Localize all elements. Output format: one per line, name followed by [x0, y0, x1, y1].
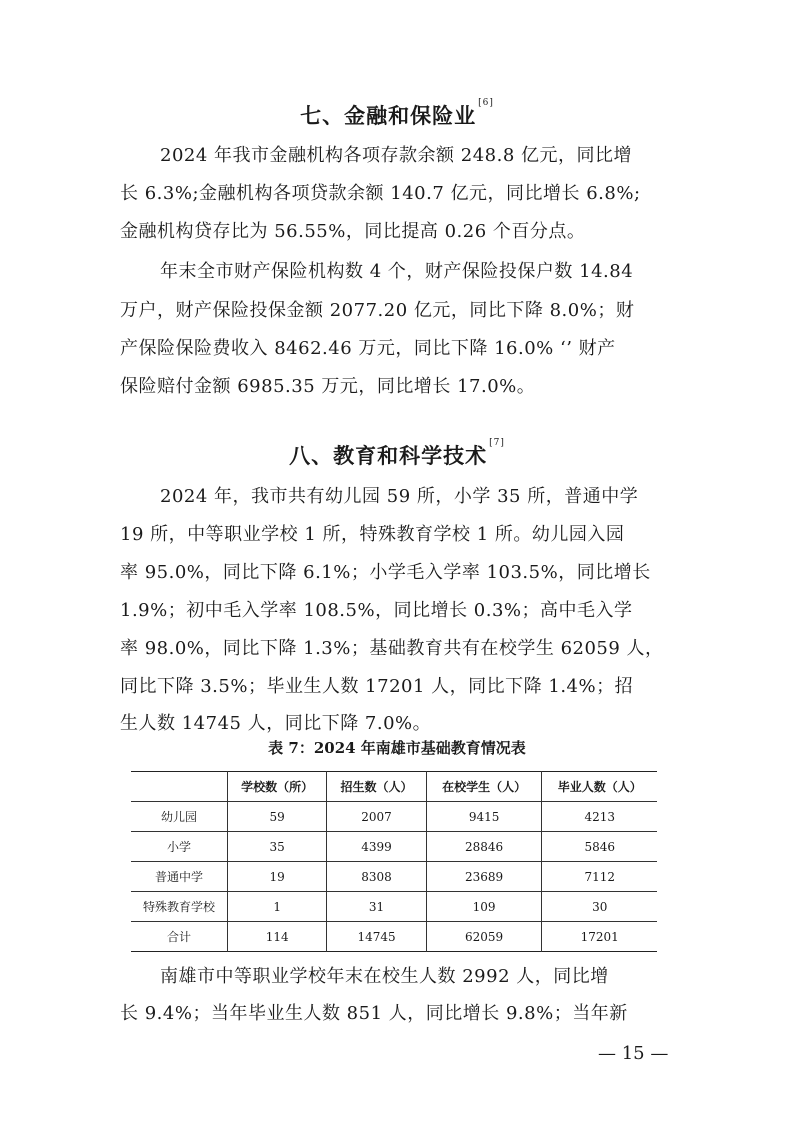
table-row: [131, 802, 657, 832]
paragraph-line: 金融机构贷存比为 56.55%，同比提高 0.26 个百分点。: [120, 221, 586, 242]
footnote-marker: [6]: [478, 98, 494, 108]
paragraph-line: 长 6.3%;金融机构各项贷款余额 140.7 亿元，同比增长 6.8%;: [120, 183, 641, 204]
table-cell: 幼儿园: [131, 802, 228, 832]
column-header: 毕业人数（人）: [542, 772, 657, 802]
table-cell: 31: [327, 892, 426, 922]
table-cell: 7112: [542, 862, 657, 892]
paragraph-line: 2024 年，我市共有幼儿园 59 所，小学 35 所，普通中学: [160, 486, 639, 507]
paragraph-line: 万户，财产保险投保金额 2077.20 亿元，同比下降 8.0%；财: [120, 300, 635, 321]
table-cell: 35: [228, 832, 327, 862]
table-cell: 19: [228, 862, 327, 892]
paragraph-line: 南雄市中等职业学校年末在校生人数 2992 人，同比增: [160, 966, 609, 987]
table-cell: 109: [426, 892, 542, 922]
table-cell: 1: [228, 892, 327, 922]
section-title: 七、金融和保险业: [300, 103, 477, 128]
table-cell: 2007: [327, 802, 426, 832]
column-header: 学校数（所）: [228, 772, 327, 802]
table-cell: 59: [228, 802, 327, 832]
paragraph-line: 生人数 14745 人，同比下降 7.0%。: [120, 713, 432, 734]
column-header: [131, 772, 228, 802]
footnote-marker: [7]: [489, 438, 505, 448]
table-cell: 28846: [426, 832, 542, 862]
table-cell: 23689: [426, 862, 542, 892]
paragraph-line: 产保险保险费收入 8462.46 万元，同比下降 16.0% ‘’ 财产: [120, 338, 616, 359]
table-caption: 表 7：2024 年南雄市基础教育情况表: [268, 739, 526, 757]
table-cell: 普通中学: [131, 862, 228, 892]
table-cell: 62059: [426, 922, 542, 952]
table-cell: 8308: [327, 862, 426, 892]
table-cell: 合计: [131, 922, 228, 952]
table-row: [131, 892, 657, 922]
paragraph-line: 同比下降 3.5%；毕业生人数 17201 人，同比下降 1.4%；招: [120, 676, 634, 697]
paragraph-line: 19 所，中等职业学校 1 所，特殊教育学校 1 所。幼儿园入园: [120, 524, 625, 545]
education-table: [131, 771, 657, 952]
paragraph-line: 保险赔付金额 6985.35 万元，同比增长 17.0%。: [120, 376, 536, 397]
table-header-row: [131, 772, 657, 802]
paragraph-line: 年末全市财产保险机构数 4 个，财产保险投保户数 14.84: [160, 261, 634, 282]
paragraph-line: 1.9%；初中毛入学率 108.5%，同比增长 0.3%；高中毛入学: [120, 600, 633, 621]
table-cell: 17201: [542, 922, 657, 952]
table-cell: 4213: [542, 802, 657, 832]
paragraph-line: 率 95.0%，同比下降 6.1%；小学毛入学率 103.5%，同比增长: [120, 562, 651, 583]
section-heading-education: [0, 440, 794, 470]
column-header: 招生数（人）: [327, 772, 426, 802]
table-row-total: [131, 922, 657, 952]
table-cell: 30: [542, 892, 657, 922]
paragraph-line: 率 98.0%，同比下降 1.3%；基础教育共有在校学生 62059 人，: [120, 638, 664, 659]
table-cell: 小学: [131, 832, 228, 862]
table-cell: 9415: [426, 802, 542, 832]
table-cell: 5846: [542, 832, 657, 862]
table-row: [131, 862, 657, 892]
table-row: [131, 832, 657, 862]
table-cell: 14745: [327, 922, 426, 952]
column-header: 在校学生（人）: [426, 772, 542, 802]
paragraph-line: 2024 年我市金融机构各项存款余额 248.8 亿元，同比增: [160, 145, 633, 166]
paragraph-line: 长 9.4%；当年毕业生人数 851 人，同比增长 9.8%；当年新: [120, 1003, 628, 1024]
section-title: 八、教育和科学技术: [289, 443, 488, 468]
table-cell: 特殊教育学校: [131, 892, 228, 922]
table-cell: 114: [228, 922, 327, 952]
page-number: — 15 —: [598, 1043, 669, 1064]
section-heading-finance: [0, 100, 794, 130]
table-cell: 4399: [327, 832, 426, 862]
